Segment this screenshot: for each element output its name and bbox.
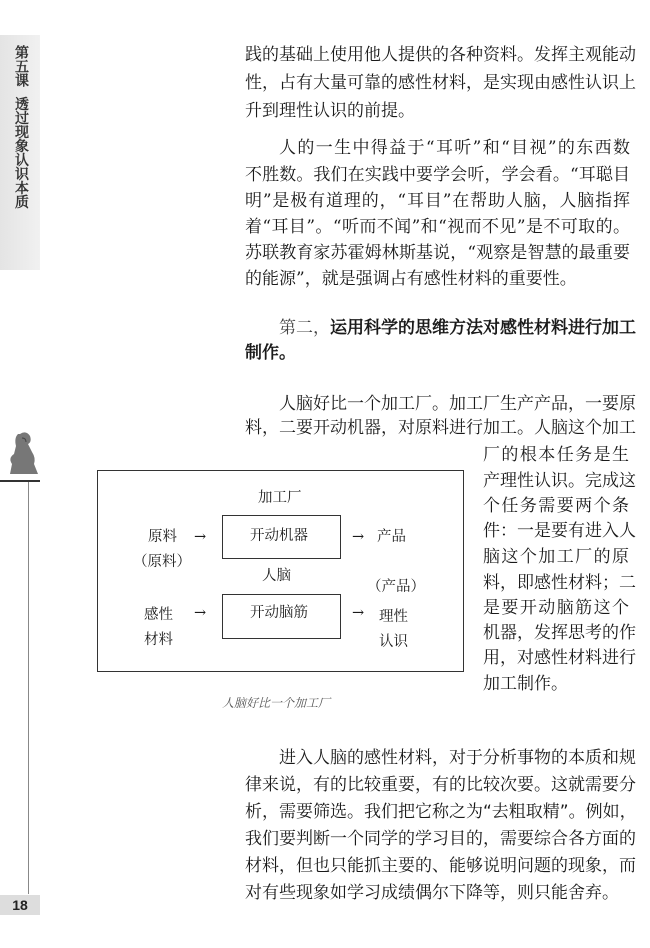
diagram-think-label: 开动脑筋 bbox=[250, 605, 308, 621]
text-line: 性，占有大量可靠的感性材料，是实现由感性认识上 bbox=[245, 73, 636, 93]
diagram-caption: 人脑好比一个加工厂 bbox=[222, 696, 331, 710]
heading-text: 制作。 bbox=[245, 343, 296, 363]
divider-horizontal bbox=[0, 480, 40, 482]
lesson-header bbox=[8, 45, 28, 209]
text-line: 明”是极有道理的，“耳目”在帮助人脑，人脑指挥 bbox=[245, 191, 630, 211]
diagram-cognition-label: 认识 bbox=[379, 634, 408, 650]
arrow-right-icon: → bbox=[352, 605, 365, 621]
arrow-right-icon: → bbox=[194, 529, 207, 545]
text-line: 机器，发挥思考的作 bbox=[483, 623, 636, 643]
text-line: 个任务需要两个条 bbox=[483, 496, 629, 516]
text-line: 件：一是要有进入人 bbox=[483, 521, 636, 541]
text-line: 脑这个加工厂的原 bbox=[483, 547, 629, 567]
text-line: 律来说，有的比较重要，有的比较次要。这就需要分 bbox=[245, 775, 636, 795]
text-line: 是要开动脑筋这个 bbox=[483, 598, 629, 618]
diagram-raw-paren-label: （原料） bbox=[133, 554, 191, 570]
arrow-right-icon: → bbox=[194, 605, 207, 621]
lesson-number: 第五课 bbox=[13, 45, 29, 87]
text-line: 料，二要开动机器，对原料进行加工。人脑这个加工 bbox=[245, 418, 636, 438]
thinker-statue-icon bbox=[6, 428, 40, 478]
diagram-product-paren-label: （产品） bbox=[367, 579, 425, 595]
text-line: 用，对感性材料进行 bbox=[483, 648, 636, 668]
text-line: 厂的根本任务是生 bbox=[483, 445, 629, 465]
diagram-material-label: 材料 bbox=[144, 632, 173, 648]
text-line: 加工制作。 bbox=[483, 674, 568, 694]
page-number: 18 bbox=[0, 895, 40, 915]
text-line: 苏联教育家苏霍姆林斯基说，“观察是智慧的最重要 bbox=[245, 243, 630, 263]
heading-text: 运用科学的思维方法对感性材料进行加工 bbox=[330, 318, 636, 338]
text-line: 对有些现象如学习成绩偶尔下降等，则只能舍弃。 bbox=[245, 883, 619, 903]
text-line: 进入人脑的感性材料，对于分析事物的本质和规 bbox=[279, 748, 636, 768]
text-line: 的能源”，就是强调占有感性材料的重要性。 bbox=[245, 269, 577, 289]
text-line: 我们要判断一个同学的学习目的，需要综合各方面的 bbox=[245, 829, 636, 849]
arrow-right-icon: → bbox=[352, 529, 365, 545]
diagram-brain-label: 人脑 bbox=[262, 568, 291, 584]
text-line: 升到理性认识的前提。 bbox=[245, 101, 415, 121]
text-line: 人的一生中得益于“耳听”和“目视”的东西数 bbox=[279, 138, 630, 158]
text-line: 践的基础上使用他人提供的各种资料。发挥主观能动 bbox=[245, 45, 636, 65]
diagram-sense-label: 感性 bbox=[144, 607, 173, 623]
diagram-raw-label: 原料 bbox=[148, 529, 177, 545]
diagram-product-label: 产品 bbox=[377, 529, 406, 545]
text-line: 材料，但也只能抓主要的、能够说明问题的现象，而 bbox=[245, 856, 636, 876]
text-line: 不胜数。我们在实践中要学会听，学会看。“耳聪目 bbox=[245, 165, 630, 185]
text-line: 料，即感性材料；二 bbox=[483, 573, 636, 593]
lesson-title: 透过现象认识本质 bbox=[13, 96, 29, 209]
diagram-machine-label: 开动机器 bbox=[250, 528, 308, 544]
diagram-rational-label: 理性 bbox=[379, 609, 408, 625]
text-line: 人脑好比一个加工厂。加工厂生产产品，一要原 bbox=[279, 394, 636, 414]
text-line: 析，需要筛选。我们把它称之为“去粗取精”。例如， bbox=[245, 802, 637, 822]
divider-vertical bbox=[28, 482, 29, 894]
text-line: 产理性认识。完成这 bbox=[483, 471, 636, 491]
heading-prefix: 第二， bbox=[279, 318, 330, 338]
text-line: 着“耳目”。“听而不闻”和“视而不见”是不可取的。 bbox=[245, 217, 630, 237]
diagram-factory-label: 加工厂 bbox=[258, 490, 302, 506]
